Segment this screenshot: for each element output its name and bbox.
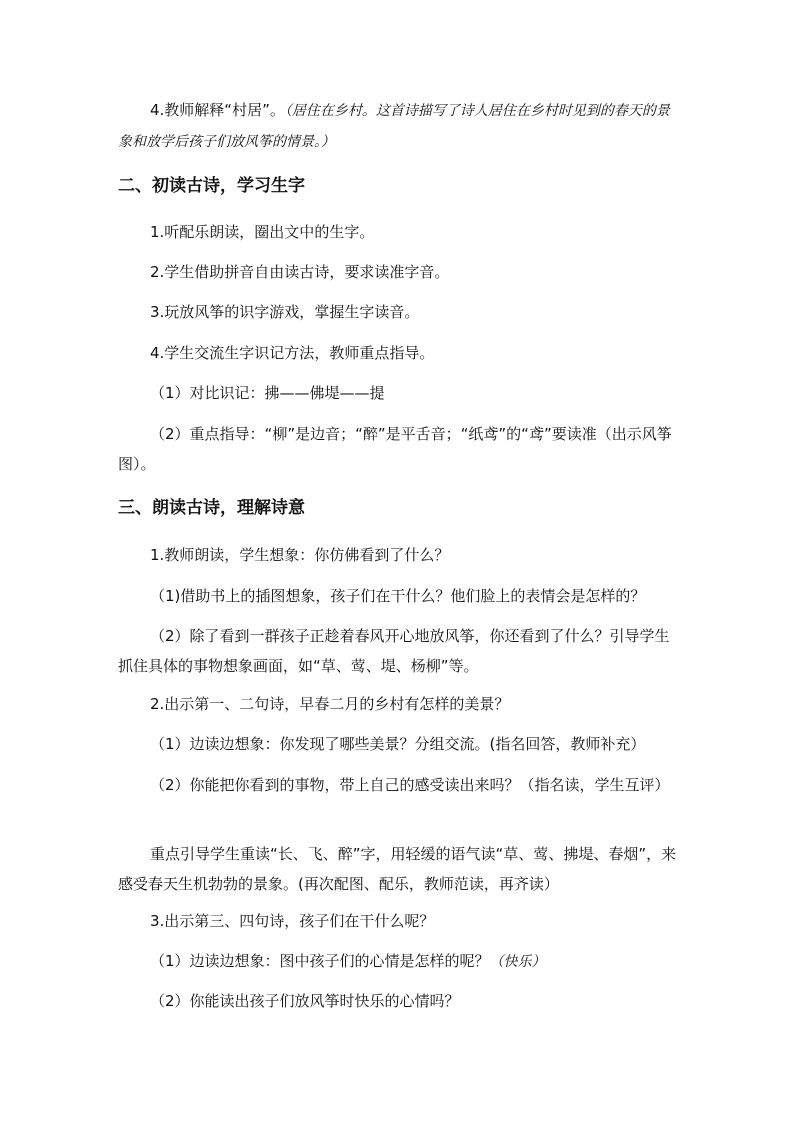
list-item: （1)借助书上的插图想象，孩子们在干什么？他们脸上的表情会是怎样的？: [150, 587, 646, 605]
list-item: 2.出示第一、二句诗，早春二月的乡村有怎样的美景？: [150, 695, 510, 713]
list-item: 2.学生借助拼音自由读古诗，要求读准字音。: [150, 263, 450, 281]
italic-note: （居住在乡村。这首诗描写了诗人居住在乡村时见到的春天的景象和放学后孩子们放风筝的情景。）: [118, 103, 670, 150]
list-item: 3.出示第三、四句诗，孩子们在干什么呢？: [150, 912, 435, 930]
section-heading-reading-aloud: 三、朗读古诗，理解诗意: [118, 498, 305, 518]
list-item: （1）对比识记：拂——佛堤——提: [150, 384, 385, 402]
list-item: （2）你能把你看到的事物，带上自己的感受读出来吗？（指名读，学生互评）: [150, 776, 670, 794]
list-item: （2）重点指导：“柳”是边音；“醉”是平舌音；“纸鸢”的“鸢”要读准（出示风筝图）。: [118, 425, 672, 473]
list-item: （1）边读边想象：你发现了哪些美景？分组交流。(指名回答，教师补充）: [150, 735, 646, 753]
list-item: （2）除了看到一群孩子正趁着春风开心地放风筝，你还看到了什么？引导学生抓住具体的事物想象画面，如“草、莺、堤、杨柳”等。: [118, 627, 670, 675]
section-heading-first-reading: 二、初读古诗，学习生字: [118, 176, 305, 196]
italic-answer: （快乐）: [489, 954, 546, 970]
paragraph-village-explanation: [118, 95, 678, 157]
list-item: 1.教师朗读，学生想象：你仿佛看到了什么？: [150, 546, 450, 564]
list-item: （2）你能读出孩子们放风筝时快乐的心情吗？: [150, 992, 460, 1010]
list-item: [118, 946, 678, 977]
list-item: 4.学生交流生字识记方法，教师重点指导。: [150, 344, 435, 362]
list-item: 重点引导学生重读“长、飞、醉”字，用轻缓的语气读“草、莺、拂堤、春烟”，来感受春天生机勃勃的景象。(再次配图、配乐，教师范读，再齐读）: [118, 845, 677, 893]
item-lead-text: （1）边读边想象：图中孩子们的心情是怎样的呢？: [150, 952, 490, 970]
item-lead-text: 4.教师解释“村居”。: [150, 101, 285, 119]
list-item: 1.听配乐朗读，圈出文中的生字。: [150, 223, 375, 241]
list-item: 3.玩放风筝的识字游戏，掌握生字读音。: [150, 303, 420, 321]
